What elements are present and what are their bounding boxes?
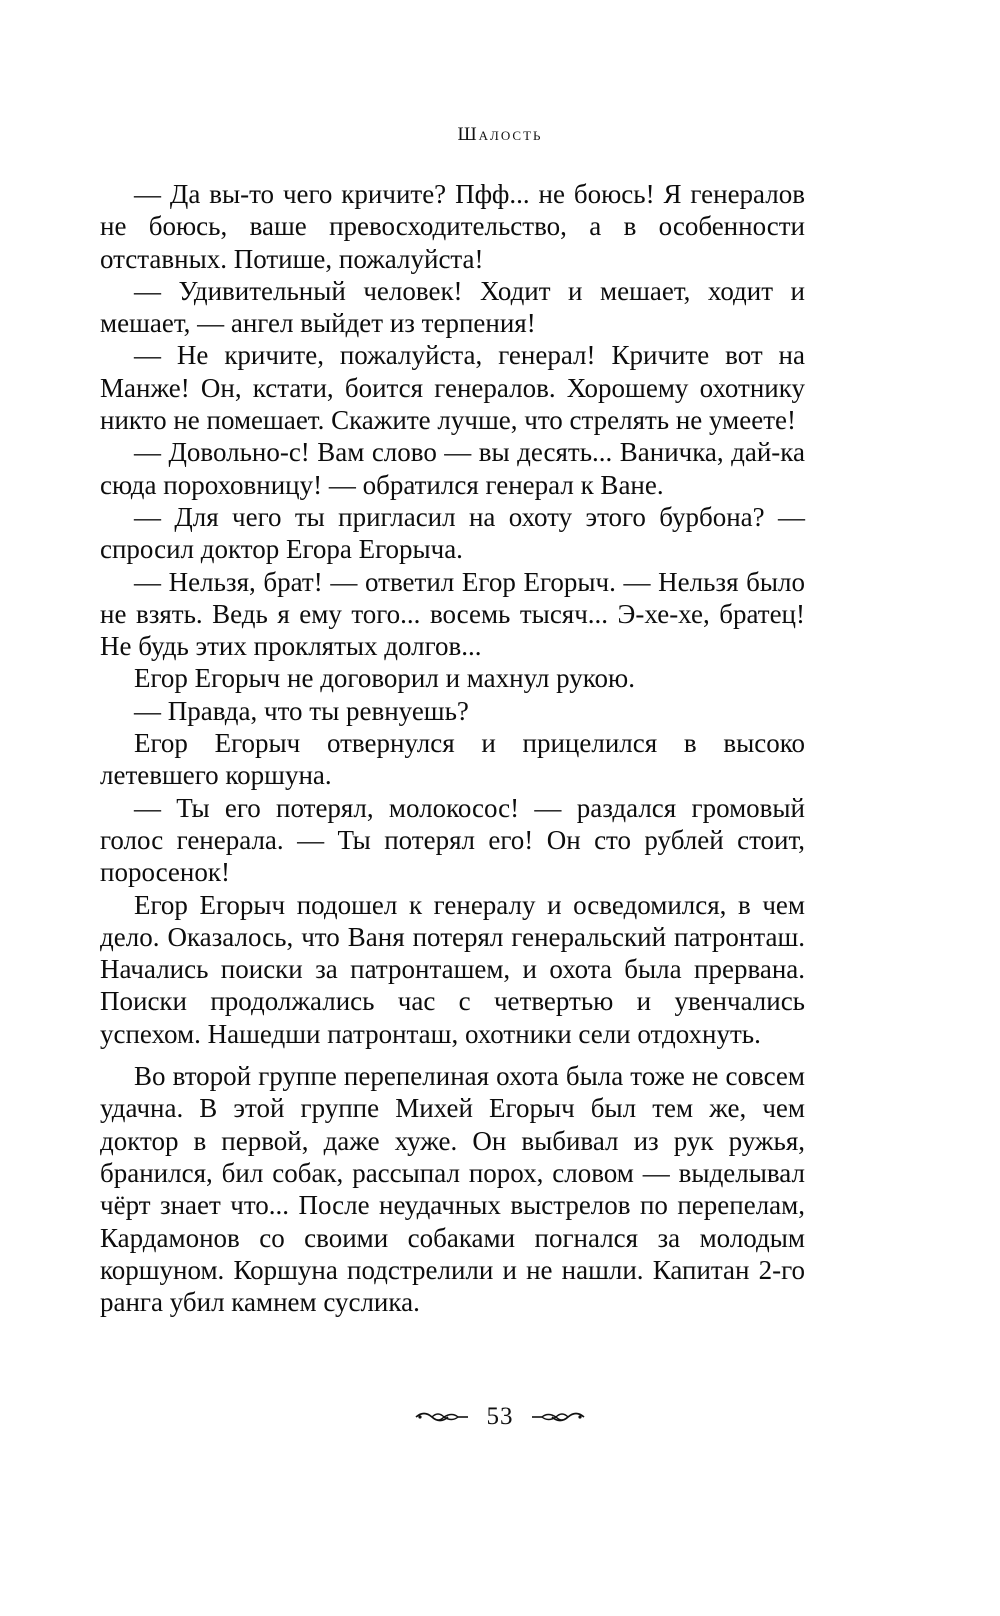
- paragraph-8: — Правда, что ты ревнуешь?: [134, 695, 469, 726]
- paragraph-9: Егор Егорыч отвернулся и прицелился в высоко летевшего коршуна.: [100, 728, 805, 791]
- paragraph-1: — Да вы-то чего кричите? Пфф... не боюсь! Я генералов не боюсь, ваше превосходительство, а в особенности отставных. Потише, пожалуйста!: [100, 179, 805, 274]
- paragraph-4: — Довольно-с! Вам слово — вы десять... Ваничка, дай-ка сюда пороховницу! — обратился генерал к Ване.: [100, 437, 805, 500]
- flourish-right-icon: [530, 1408, 586, 1426]
- paragraph-7: Егор Егорыч не договорил и махнул рукою.: [134, 663, 635, 694]
- flourish-left-icon: [414, 1408, 470, 1426]
- body-text: [100, 178, 805, 1318]
- page-number: 53: [486, 1403, 514, 1431]
- page-folio: [0, 1402, 1000, 1431]
- paragraph-3: — Не кричите, пожалуйста, генерал! Кричите вот на Манже! Он, кстати, боится генералов. Хорошему охотнику никто не помешает. Скажите лучше, что стрелять не умеете!: [100, 340, 805, 436]
- paragraph-6: — Нельзя, брат! — ответил Егор Егорыч. — Нельзя было не взять. Ведь я ему того... восемь тысяч... Э-хе-хе, братец! Не будь этих проклятых долгов...: [100, 566, 805, 662]
- paragraph-2: — Удивительный человек! Ходит и мешает, ходит и мешает, — ангел выйдет из терпения!: [100, 275, 805, 339]
- paragraph-10: — Ты его потерял, молокосос! — раздался громовый голос генерала. — Ты потерял его! Он сто рублей стоит, поросенок!: [100, 792, 805, 888]
- paragraph-11: Егор Егорыч подошел к генералу и осведомился, в чем дело. Оказалось, что Ваня потерял генеральский патронташ. Начались поиски за патронташем, и охота была прервана. Поиски продолжались час с четвертью и увенчались успехом. Нашедши патронташ, охотники сели отдохнуть.: [100, 889, 805, 1049]
- paragraph-12: Во второй группе перепелиная охота была тоже не совсем удачна. В этой группе Михей Егорыч был тем же, чем доктор в первой, даже хуже. Он выбивал из рук ружья, бранился, бил собак, рассыпал порох, словом — выделывал чёрт знает что... После неудачных выстрелов по перепелам, Кардамонов со своими собаками погнался за молодым коршуном. Коршуна подстрелили и не нашли. Капитан 2-го ранга убил камнем суслика.: [100, 1061, 805, 1318]
- running-title: Шалость: [457, 124, 543, 145]
- paragraph-5: — Для чего ты пригласил на охоту этого бурбона? — спросил доктор Егора Егорыча.: [100, 501, 805, 565]
